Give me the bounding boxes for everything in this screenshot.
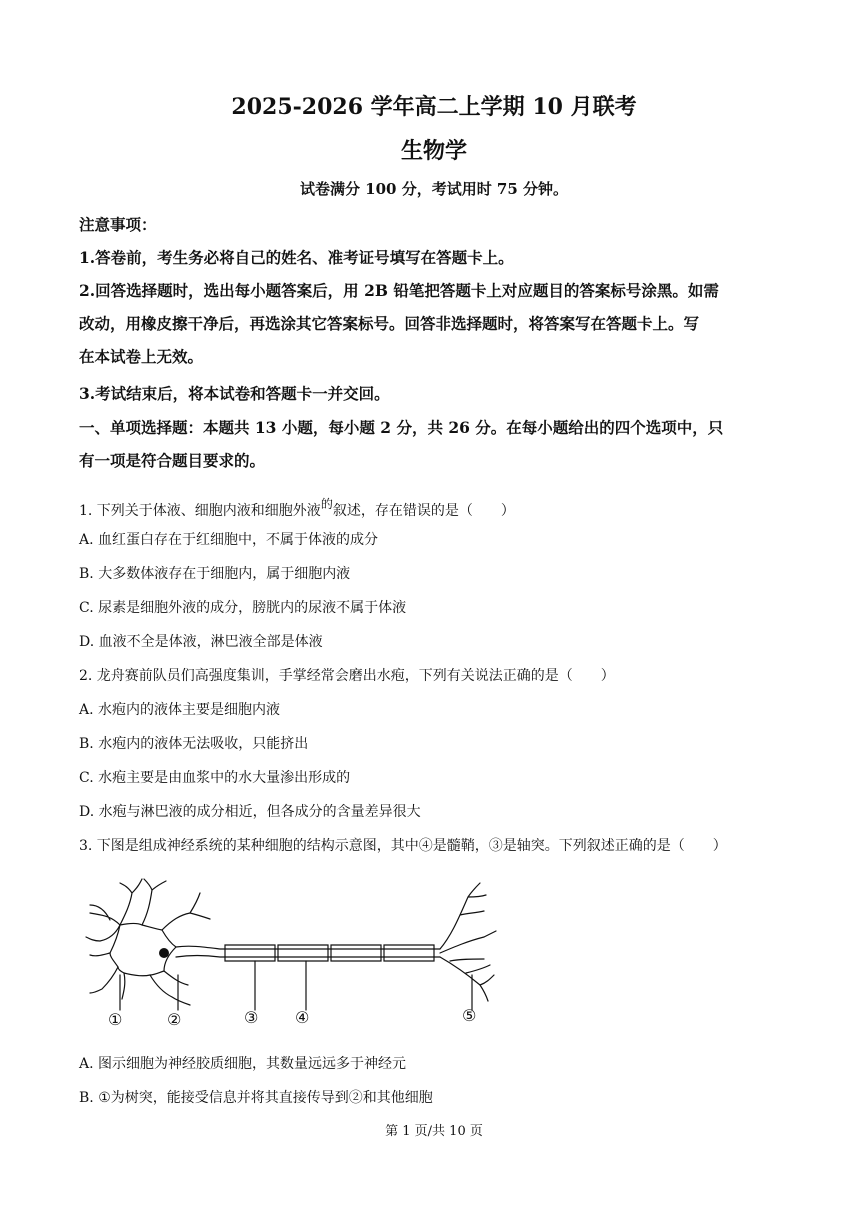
figure-label-1: ① — [108, 1010, 123, 1029]
figure-label-3: ③ — [244, 1008, 259, 1027]
notice-item-2-line-3: 在本试卷上无效。 — [79, 347, 204, 366]
q1-option-b: B. 大多数体液存在于细胞内，属于细胞内液 — [79, 566, 351, 582]
q1-option-d: D. 血液不全是体液，淋巴液全部是体液 — [79, 634, 323, 650]
figure-label-2: ② — [167, 1010, 182, 1029]
q3-option-a: A. 图示细胞为神经胶质细胞，其数量远远多于神经元 — [79, 1056, 407, 1072]
q3-stem: 3. 下图是组成神经系统的某种细胞的结构示意图，其中④是髓鞘，③是轴突。下列叙述正确的是（ ） — [79, 838, 727, 854]
q3-option-b: B. ①为树突，能接受信息并将其直接传导到②和其他细胞 — [79, 1090, 433, 1106]
notice-item-1: 1.答卷前，考生务必将自己的姓名、准考证号填写在答题卡上。 — [79, 248, 514, 267]
notice-item-2-line-2: 改动，用橡皮擦干净后，再选涂其它答案标号。回答非选择题时，将答案写在答题卡上。写 — [79, 314, 700, 333]
notice-item-2-line-1: 2.回答选择题时，选出每小题答案后，用 2B 铅笔把答题卡上对应题目的答案标号涂黑。如需 — [79, 281, 719, 300]
section-1-line-2: 有一项是符合题目要求的。 — [79, 451, 266, 470]
nucleus-dot — [159, 948, 169, 958]
q2-stem: 2. 龙舟赛前队员们高强度集训，手掌经常会磨出水疱，下列有关说法正确的是（ ） — [79, 668, 615, 684]
subject-title: 生物学 — [400, 138, 467, 164]
q1-option-a: A. 血红蛋白存在于红细胞中，不属于体液的成分 — [79, 532, 379, 548]
q1-stem — [79, 487, 799, 528]
q1-stem-part-a: 1. 下列关于体液、细胞内液和细胞外液 — [79, 503, 321, 519]
q1-stem-superscript: 的 — [320, 497, 333, 511]
exam-title: 2025-2026 学年高二上学期 10 月联考 — [231, 94, 637, 120]
q2-option-c: C. 水疱主要是由血浆中的水大量渗出形成的 — [79, 770, 351, 786]
q2-option-a: A. 水疱内的液体主要是细胞内液 — [79, 702, 281, 718]
figure-label-4: ④ — [295, 1008, 310, 1027]
figure-label-5: ⑤ — [462, 1006, 477, 1025]
q1-option-c: C. 尿素是细胞外液的成分，膀胱内的尿液不属于体液 — [79, 600, 407, 616]
page-footer: 第 1 页/共 10 页 — [385, 1124, 483, 1139]
exam-info: 试卷满分 100 分，考试用时 75 分钟。 — [299, 180, 569, 198]
notice-heading: 注意事项： — [79, 215, 157, 234]
q1-stem-part-b: 叙述，存在错误的是（ ） — [332, 503, 515, 519]
section-1-line-1: 一、单项选择题：本题共 13 小题，每小题 2 分，共 26 分。在每小题给出的四个选项中，只 — [79, 418, 724, 437]
q2-option-b: B. 水疱内的液体无法吸收，只能挤出 — [79, 736, 309, 752]
neuron-diagram — [80, 875, 500, 1035]
q2-option-d: D. 水疱与淋巴液的成分相近，但各成分的含量差异很大 — [79, 804, 421, 820]
notice-item-3: 3.考试结束后，将本试卷和答题卡一并交回。 — [79, 384, 390, 403]
